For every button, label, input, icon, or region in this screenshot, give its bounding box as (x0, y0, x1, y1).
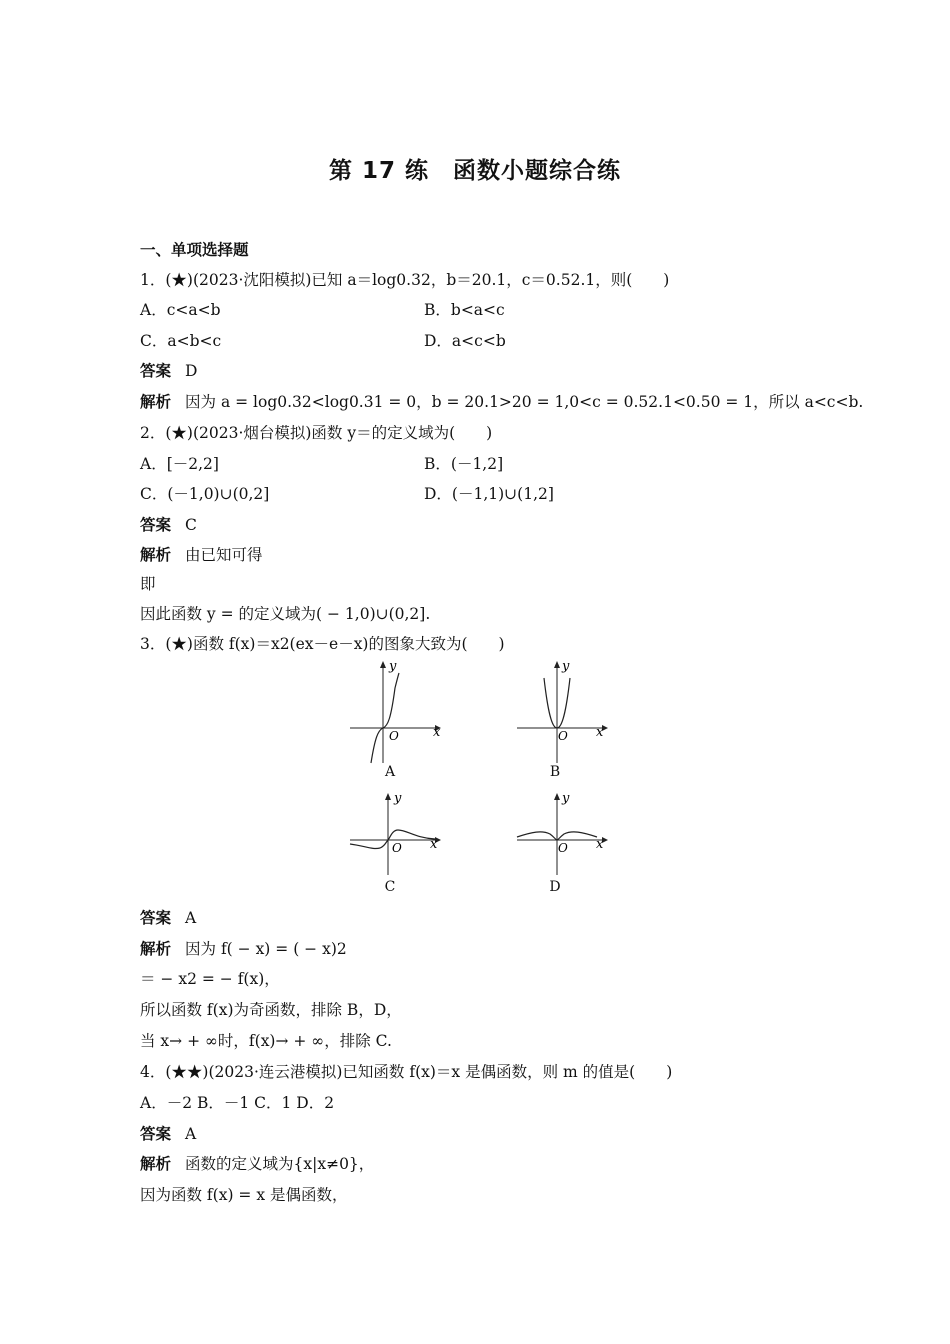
graph-b-label: B (549, 764, 561, 780)
q4-options: A．－2 B．－1 C．1 D．2 (140, 1094, 335, 1112)
answer-label: 答案 (140, 362, 172, 380)
q3-analysis-line3: 所以函数 f(x)为奇函数，排除 B，D， (140, 1001, 402, 1019)
q4-analysis-line2: 因为函数 f(x) = x 是偶函数， (140, 1186, 348, 1204)
origin-label: O (392, 841, 402, 855)
section-heading: 一、单项选择题 (140, 241, 249, 259)
q2-stem: 2．(★)(2023·烟台模拟)函数 y＝的定义域为( ) (140, 424, 493, 442)
y-axis-label: y (562, 659, 570, 674)
q1-answer (140, 361, 197, 381)
q2-analysis-line3: 因此函数 y = 的定义域为( − 1,0)∪(0,2]. (140, 605, 431, 623)
q4-analysis-text: 函数的定义域为{x|x≠0}， (185, 1155, 375, 1173)
analysis-label: 解析 (140, 940, 172, 958)
y-axis-label: y (562, 791, 570, 806)
graph-d-label: D (549, 879, 561, 895)
q2-option-b: B．(－1,2] (424, 455, 504, 473)
origin-label: O (558, 729, 568, 743)
q1-option-c: C．a<b<c (140, 332, 222, 350)
q2-option-d: D．(－1,1)∪(1,2] (424, 485, 554, 503)
x-axis-label: x (433, 725, 441, 740)
graph-c-label: C (384, 879, 396, 895)
q3-analysis-line4: 当 x→ + ∞时，f(x)→ + ∞，排除 C. (140, 1032, 392, 1050)
q3-answer (140, 908, 196, 928)
q2-option-a: A．[－2,2] (140, 455, 219, 473)
q3-analysis (140, 939, 347, 959)
x-axis-label: x (430, 837, 438, 852)
graph-b (512, 658, 612, 768)
q2-analysis-text: 由已知可得 (185, 546, 263, 564)
page-title: 第 17 练 函数小题综合练 (328, 158, 622, 184)
q1-stem: 1．(★)(2023·沈阳模拟)已知 a＝log0.32，b＝20.1，c＝0.52.1，则( ) (140, 271, 670, 289)
q3-stem: 3．(★)函数 f(x)＝x2(ex－e－x)的图象大致为( ) (140, 635, 505, 653)
graph-c (345, 790, 445, 880)
q4-stem: 4．(★★)(2023·连云港模拟)已知函数 f(x)＝x 是偶函数，则 m 的值是( ) (140, 1063, 673, 1081)
q4-answer (140, 1124, 196, 1144)
graph-d (512, 790, 612, 880)
analysis-label: 解析 (140, 1155, 172, 1173)
q3-analysis-line2: ＝ − x2 = − f(x)， (140, 970, 280, 988)
x-axis-label: x (596, 837, 604, 852)
answer-label: 答案 (140, 1125, 172, 1143)
y-axis-label: y (394, 791, 402, 806)
origin-label: O (558, 841, 568, 855)
q2-analysis (140, 545, 263, 565)
analysis-label: 解析 (140, 546, 172, 564)
analysis-label: 解析 (140, 393, 172, 411)
q2-answer (140, 515, 197, 535)
answer-label: 答案 (140, 516, 172, 534)
y-axis-label: y (389, 659, 397, 674)
q1-answer-value: D (185, 362, 198, 380)
q1-analysis-text: 因为 a = log0.32<log0.31 = 0，b = 20.1>20 = 1,0<c = 0.52.1<0.50 = 1，所以 a<c<b. (185, 393, 864, 411)
q4-analysis (140, 1154, 374, 1174)
q1-option-a: A．c<a<b (140, 301, 221, 319)
q1-option-b: B．b<a<c (424, 301, 505, 319)
q1-option-d: D．a<c<b (424, 332, 506, 350)
x-axis-label: x (596, 725, 604, 740)
q2-analysis-line2: 即 (140, 575, 156, 593)
answer-label: 答案 (140, 909, 172, 927)
graph-a (345, 658, 445, 768)
origin-label: O (389, 729, 399, 743)
q2-option-c: C．(－1,0)∪(0,2] (140, 485, 270, 503)
q2-answer-value: C (185, 516, 197, 534)
q3-analysis-text: 因为 f( − x) = ( − x)2 (185, 940, 347, 958)
q1-analysis (140, 392, 863, 412)
q4-answer-value: A (185, 1125, 197, 1143)
q3-answer-value: A (185, 909, 197, 927)
graph-a-label: A (384, 764, 396, 780)
